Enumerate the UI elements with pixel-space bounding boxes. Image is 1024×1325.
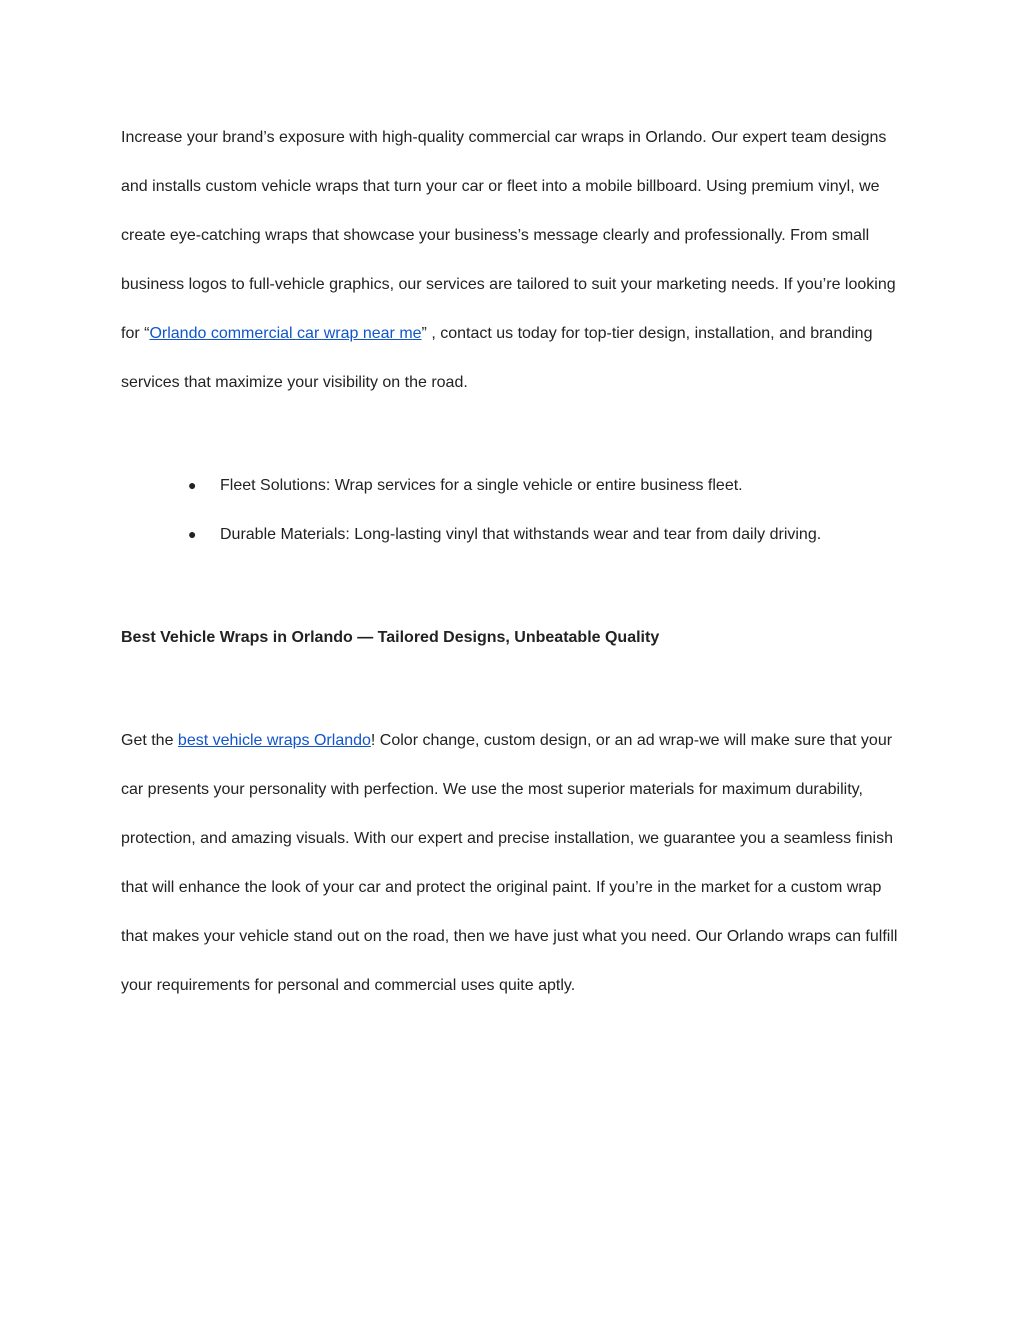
feature-bullet-list bbox=[121, 461, 901, 559]
orlando-commercial-wrap-link[interactable]: Orlando commercial car wrap near me bbox=[149, 325, 422, 342]
list-item bbox=[121, 461, 901, 510]
intro-text-after-link: ” , contact us today for top-tier design, installation, and branding services that maximize your visibility on the road. bbox=[121, 325, 873, 391]
intro-paragraph bbox=[121, 113, 901, 407]
body-paragraph bbox=[121, 716, 901, 1010]
list-item bbox=[121, 510, 901, 559]
intro-text-before-link: Increase your brand’s exposure with high-quality commercial car wraps in Orlando. Our expert team designs and installs custom vehicle wraps that turn your car or fleet into a mobile billboard. Using premium vinyl, we create eye-catching wraps that showcase your business’s message clearly and professionally. From small business logos to full-vehicle graphics, our services are tailored to suit your marketing needs. If you’re looking for “ bbox=[121, 129, 896, 342]
bullet-icon: ● bbox=[188, 477, 197, 493]
body-text-before-link: Get the bbox=[121, 732, 178, 749]
document-body bbox=[121, 113, 901, 1010]
bullet-icon: ● bbox=[188, 526, 197, 542]
body-text-after-link: ! Color change, custom design, or an ad wrap-we will make sure that your car presents your personality with perfection. We use the most superior materials for maximum durability, protection, and amazing visuals. With our expert and precise installation, we guarantee you a seamless finish that will enhance the look of your car and protect the original paint. If you’re in the market for a custom wrap that makes your vehicle stand out on the road, then we have just what you need. Our Orlando wraps can fulfill your requirements for personal and commercial uses quite aptly. bbox=[121, 732, 898, 994]
best-vehicle-wraps-link[interactable]: best vehicle wraps Orlando bbox=[177, 732, 371, 749]
section-heading: Best Vehicle Wraps in Orlando — Tailored Designs, Unbeatable Quality bbox=[121, 629, 660, 646]
list-item-text: Durable Materials: Long-lasting vinyl that withstands wear and tear from daily driving. bbox=[220, 526, 822, 543]
list-item-text: Fleet Solutions: Wrap services for a single vehicle or entire business fleet. bbox=[220, 477, 743, 494]
